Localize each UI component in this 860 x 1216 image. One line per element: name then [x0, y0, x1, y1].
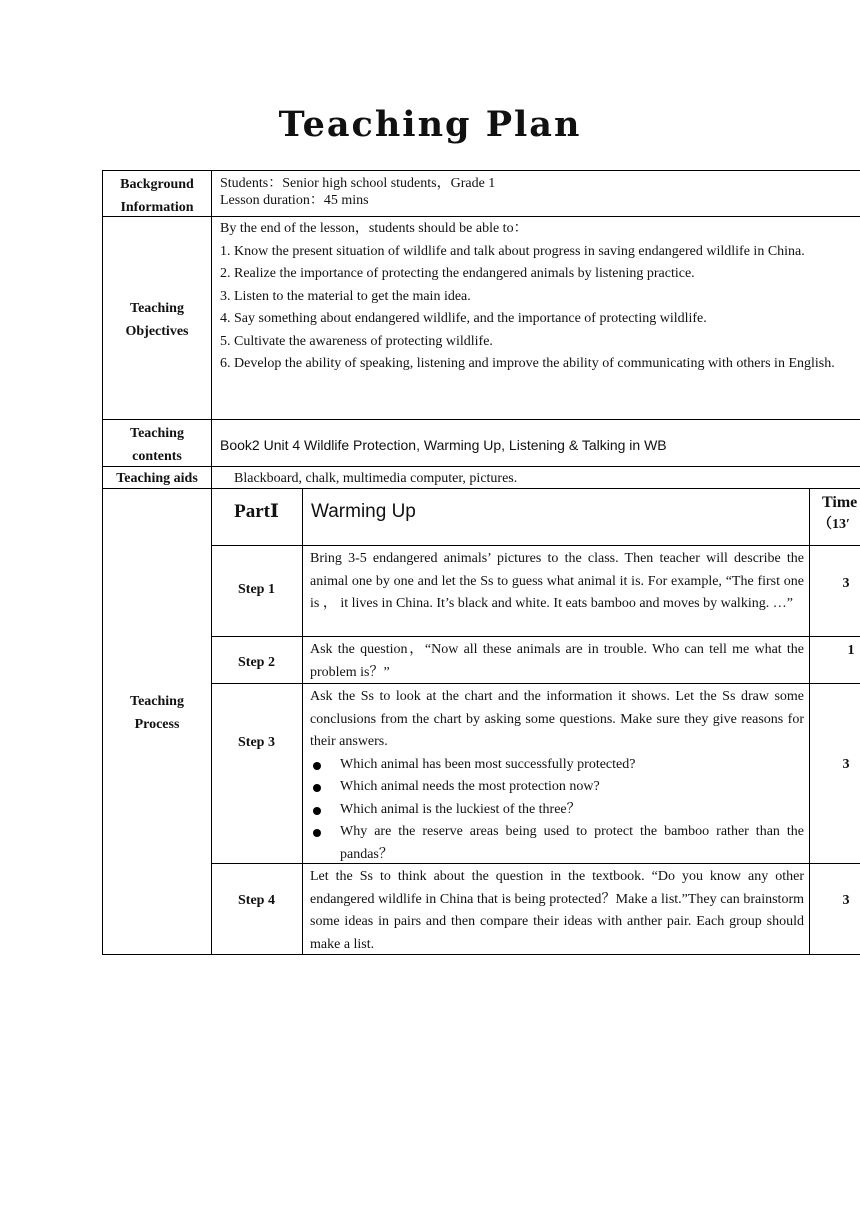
process-label-line1: Teaching	[130, 694, 184, 709]
background-content	[220, 175, 850, 209]
question-item: Which animal has been most successfully protected?	[310, 754, 804, 777]
step-1-text: Bring 3-5 endangered animals’ pictures to the class. Then teacher will describe the animal one by one and let the Ss to guess what animal it is. For example, “The first one is ， it lives in China. It’s black and white. It eats bamboo and moves by walking. …”	[310, 551, 804, 611]
table-divider	[211, 636, 860, 637]
table-divider	[102, 419, 860, 420]
step-3-content	[310, 686, 804, 866]
objective-item: 4. Say something about endangered wildlife, and the importance of protecting wildlife.	[220, 311, 707, 326]
question-item: Why are the reserve areas being used to protect the bamboo rather than the pandas？	[310, 821, 804, 866]
contents-label-line2: contents	[132, 448, 182, 464]
table-divider	[211, 170, 212, 955]
document-title: Teaching Plan	[278, 104, 582, 145]
step-2-label: Step 2	[238, 655, 275, 670]
step-4-text: Let the Ss to think about the question in the textbook. “Do you know any other endangered wildlife in China that is being protected？Make a list.”They can brainstorm some ideas in pairs and then compare their ideas with anther pair. Each group should make a list.	[310, 869, 804, 952]
table-border-top	[102, 170, 860, 171]
contents-label-line1: Teaching	[130, 426, 184, 441]
question-item: Which animal needs the most protection now?	[310, 776, 804, 799]
step-2-time: 1	[847, 643, 855, 658]
table-divider	[102, 216, 860, 217]
part-label: PartⅠ	[234, 501, 279, 522]
step-3-label: Step 3	[238, 735, 275, 750]
contents-text: Book2 Unit 4 Wildlife Protection, Warming Up, Listening & Talking in WB	[220, 437, 667, 453]
time-header	[818, 492, 860, 536]
step-3-time: 3	[842, 757, 850, 772]
step-1-label: Step 1	[238, 582, 275, 597]
background-label-line2: Information	[120, 199, 194, 215]
lesson-duration: Lesson duration：45 mins	[220, 193, 369, 208]
process-label	[103, 691, 211, 736]
students-info: Students：Senior high school students，Grade 1	[220, 176, 496, 191]
table-divider	[211, 545, 860, 546]
step-4-label: Step 4	[238, 893, 275, 908]
time-header-line1: Time	[822, 494, 858, 511]
process-label-line2: Process	[134, 716, 180, 732]
table-border-left	[102, 170, 103, 955]
step-3-text: Ask the Ss to look at the chart and the information it shows. Let the Ss draw some conclusions from the chart by asking some questions. Make sure they give reasons for their answers.	[310, 689, 804, 749]
aids-label: Teaching aids	[116, 471, 198, 486]
part-title: Warming Up	[311, 501, 416, 522]
background-label	[103, 174, 211, 219]
objectives-label	[103, 298, 211, 343]
objective-item: 1. Know the present situation of wildlife and talk about progress in saving endangered wildlife in China.	[220, 243, 805, 259]
time-header-line2: （13′	[818, 517, 850, 532]
aids-text: Blackboard, chalk, multimedia computer, pictures.	[234, 471, 518, 486]
step-2-text: Ask the question，“Now all these animals are in trouble. Who can tell me what the problem is？”	[310, 642, 804, 680]
objective-item: 3. Listen to the material to get the main idea.	[220, 288, 471, 304]
background-label-line1: Background	[120, 177, 194, 192]
table-divider	[102, 466, 860, 467]
step-3-questions	[310, 754, 804, 867]
table-divider	[302, 488, 303, 955]
step-4-time: 3	[842, 893, 850, 908]
contents-label	[103, 423, 211, 468]
step-1-time: 3	[842, 576, 850, 591]
objectives-label-line2: Objectives	[125, 323, 189, 339]
objectives-content	[220, 218, 858, 376]
objective-item: 6. Develop the ability of speaking, listening and improve the ability of communicating with others in English.	[220, 356, 835, 371]
table-divider	[809, 488, 810, 955]
objectives-label-line1: Teaching	[130, 301, 184, 316]
objective-item: 2. Realize the importance of protecting the endangered animals by listening practice.	[220, 266, 695, 281]
question-item: Which animal is the luckiest of the three？	[310, 799, 804, 822]
objective-item: 5. Cultivate the awareness of protecting wildlife.	[220, 333, 493, 349]
objectives-intro: By the end of the lesson，students should be able to：	[220, 221, 528, 236]
